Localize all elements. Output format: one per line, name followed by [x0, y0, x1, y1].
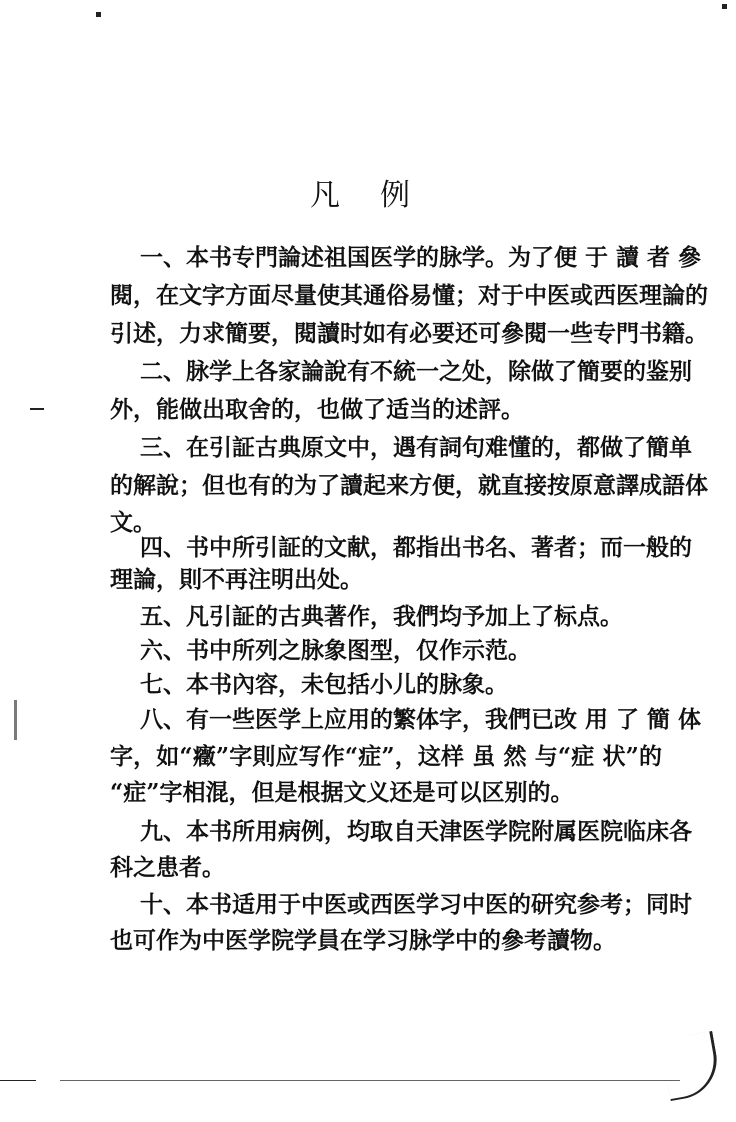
paragraph-8-line: 字，如“癥”字則应写作“症”，这样 虽 然 与“症 状”的 — [110, 743, 663, 770]
paragraph-2-line: 二、脉学上各家論說有不統一之处，除做了簡要的鉴别 — [140, 358, 692, 385]
scan-speck — [30, 408, 44, 410]
scan-rule — [0, 1080, 36, 1081]
paragraph-1-line: 閱，在文字方面尽量使其通俗易懂；对于中医或西医理論的 — [110, 282, 708, 309]
paragraph-6-line: 六、书中所列之脉象图型，仅作示范。 — [140, 637, 531, 664]
paragraph-3-line: 文。 — [110, 509, 156, 536]
paragraph-1-line: 引述，力求簡要，閱讀时如有必要还可參閱一些专門书籍。 — [110, 320, 708, 347]
paragraph-8-line: “症”字相混，但是根据文义还是可以区别的。 — [110, 779, 574, 806]
paragraph-9-line: 科之患者。 — [110, 854, 225, 881]
paragraph-8-line: 八、有一些医学上应用的繁体字，我們已改 用 了 簡 体 — [140, 706, 702, 733]
page-title: 凡例 — [310, 178, 450, 213]
scan-rule — [60, 1080, 680, 1081]
paragraph-10-line: 也可作为中医学院学員在学习脉学中的參考讀物。 — [110, 927, 616, 954]
scan-speck — [96, 12, 101, 17]
paragraph-4-line: 理論，則不再注明出处。 — [110, 566, 363, 593]
scan-speck — [14, 700, 17, 740]
scan-speck — [722, 4, 727, 9]
paragraph-3-line: 的解說；但也有的为了讀起来方便，就直接按原意譯成語体 — [110, 472, 708, 499]
paragraph-7-line: 七、本书內容，未包括小儿的脉象。 — [140, 671, 508, 698]
page-curl — [660, 1031, 723, 1101]
paragraph-10-line: 十、本书适用于中医或西医学习中医的研究参考；同时 — [140, 891, 692, 918]
paragraph-9-line: 九、本书所用病例，均取自天津医学院附属医院临床各 — [140, 818, 692, 845]
paragraph-1-line: 一、本书专門論述祖国医学的脉学。为了便 于 讀 者 參 — [140, 244, 702, 271]
paragraph-4-line: 四、书中所引証的文献，都指出书名、著者；而一般的 — [140, 534, 692, 561]
paragraph-2-line: 外，能做出取舍的，也做了适当的述評。 — [110, 396, 524, 423]
paragraph-3-line: 三、在引証古典原文中，遇有詞句难懂的，都做了簡单 — [140, 434, 692, 461]
paragraph-5-line: 五、凡引証的古典著作，我們均予加上了标点。 — [140, 603, 623, 630]
